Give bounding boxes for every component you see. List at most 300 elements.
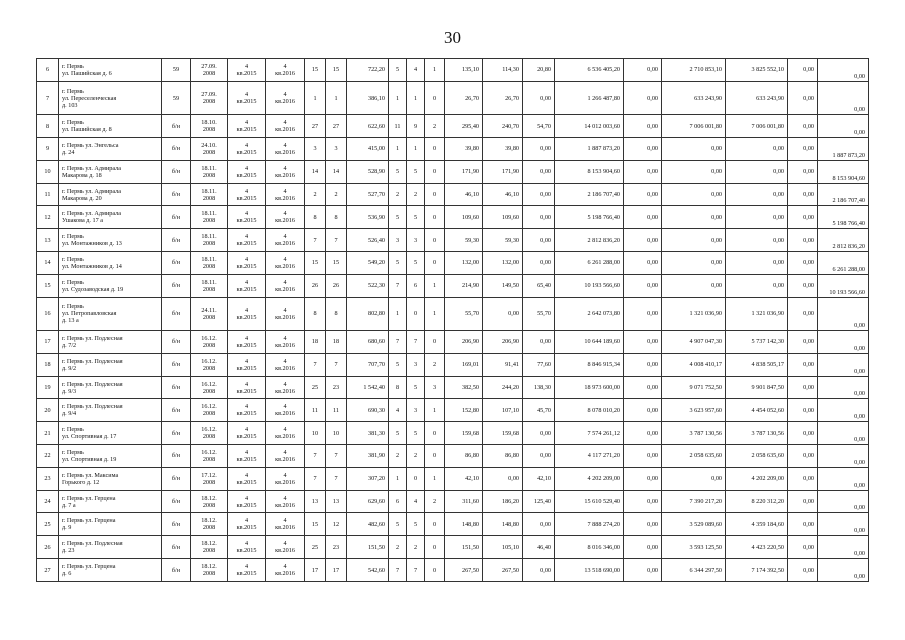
cell-addr: г. Пермь ул. Подлесная д. 23 — [59, 536, 162, 559]
cell-a3: 0,00 — [523, 445, 555, 468]
cell-a3: 0,00 — [523, 559, 555, 582]
cell-a3: 0,00 — [523, 183, 555, 206]
cell-r1: 5 — [389, 422, 407, 445]
cell-date: 18.11. 2008 — [191, 274, 228, 297]
cell-n2: 7 — [326, 445, 347, 468]
cell-c3: 0,00 — [726, 274, 788, 297]
cell-c2: 3 529 089,60 — [662, 513, 726, 536]
cell-a3: 55,70 — [523, 297, 555, 330]
cell-c1: 0,00 — [624, 229, 662, 252]
cell-plan1: 4 кв.2015 — [228, 467, 266, 490]
cell-no: 22 — [37, 445, 59, 468]
cell-r3: 0 — [425, 206, 445, 229]
cell-cost: 8 078 010,20 — [555, 399, 624, 422]
cell-c4: 0,00 — [788, 490, 818, 513]
cell-a3: 0,00 — [523, 81, 555, 114]
cell-c4: 0,00 — [788, 536, 818, 559]
cell-a1: 55,70 — [445, 297, 483, 330]
cell-a2: 132,00 — [483, 252, 523, 275]
cell-doc: б/н — [162, 467, 191, 490]
cell-a3: 20,80 — [523, 59, 555, 82]
cell-plan1: 4 кв.2015 — [228, 115, 266, 138]
cell-date: 16.12. 2008 — [191, 353, 228, 376]
cell-a2: 114,30 — [483, 59, 523, 82]
cell-a2: 46,10 — [483, 183, 523, 206]
cell-c2: 0,00 — [662, 229, 726, 252]
cell-no: 7 — [37, 81, 59, 114]
cell-no: 11 — [37, 183, 59, 206]
cell-date: 16.12. 2008 — [191, 445, 228, 468]
cell-c5: 0,00 — [818, 536, 869, 559]
cell-no: 27 — [37, 559, 59, 582]
cell-a1: 135,10 — [445, 59, 483, 82]
cell-c5: 1 887 873,20 — [818, 138, 869, 161]
cell-c1: 0,00 — [624, 399, 662, 422]
cell-c3: 4 454 052,60 — [726, 399, 788, 422]
cell-c4: 0,00 — [788, 297, 818, 330]
cell-area: 381,30 — [347, 422, 389, 445]
cell-date: 17.12. 2008 — [191, 467, 228, 490]
cell-c5: 6 261 288,00 — [818, 252, 869, 275]
cell-doc: б/н — [162, 353, 191, 376]
cell-r1: 3 — [389, 229, 407, 252]
cell-no: 9 — [37, 138, 59, 161]
cell-date: 18.12. 2008 — [191, 513, 228, 536]
cell-addr: г. Пермь ул. Спортивная д. 17 — [59, 422, 162, 445]
cell-r1: 1 — [389, 467, 407, 490]
cell-a3: 65,40 — [523, 274, 555, 297]
cell-cost: 1 266 487,80 — [555, 81, 624, 114]
cell-cost: 2 812 836,20 — [555, 229, 624, 252]
cell-c5: 0,00 — [818, 399, 869, 422]
cell-r1: 2 — [389, 183, 407, 206]
cell-r2: 2 — [407, 536, 425, 559]
table-row — [37, 467, 869, 490]
table-row — [37, 160, 869, 183]
cell-n1: 11 — [305, 399, 326, 422]
cell-area: 542,60 — [347, 559, 389, 582]
table-row — [37, 115, 869, 138]
cell-doc: б/н — [162, 445, 191, 468]
table-row — [37, 252, 869, 275]
cell-plan2: 4 кв.2016 — [266, 183, 305, 206]
cell-a3: 54,70 — [523, 115, 555, 138]
cell-c4: 0,00 — [788, 138, 818, 161]
cell-area: 629,60 — [347, 490, 389, 513]
cell-c5: 2 812 836,20 — [818, 229, 869, 252]
cell-r3: 0 — [425, 422, 445, 445]
cell-plan2: 4 кв.2016 — [266, 206, 305, 229]
cell-c4: 0,00 — [788, 399, 818, 422]
cell-c2: 2 710 853,10 — [662, 59, 726, 82]
cell-r2: 3 — [407, 353, 425, 376]
cell-c1: 0,00 — [624, 559, 662, 582]
cell-c1: 0,00 — [624, 422, 662, 445]
cell-r3: 0 — [425, 229, 445, 252]
cell-cost: 1 887 873,20 — [555, 138, 624, 161]
cell-addr: г. Пермь ул. Герцена д. 7 а — [59, 490, 162, 513]
cell-n1: 3 — [305, 138, 326, 161]
table-row — [37, 559, 869, 582]
cell-addr: г. Пермь ул. Судозаводская д. 19 — [59, 274, 162, 297]
cell-no: 8 — [37, 115, 59, 138]
cell-c5: 0,00 — [818, 559, 869, 582]
table-row — [37, 445, 869, 468]
cell-c3: 3 825 552,10 — [726, 59, 788, 82]
cell-c3: 633 243,90 — [726, 81, 788, 114]
cell-c5: 0,00 — [818, 513, 869, 536]
cell-a1: 42,10 — [445, 467, 483, 490]
cell-c3: 7 174 392,50 — [726, 559, 788, 582]
cell-r2: 6 — [407, 274, 425, 297]
cell-doc: б/н — [162, 252, 191, 275]
cell-a2: 109,60 — [483, 206, 523, 229]
cell-c4: 0,00 — [788, 206, 818, 229]
cell-c4: 0,00 — [788, 183, 818, 206]
cell-doc: б/н — [162, 115, 191, 138]
cell-n2: 13 — [326, 490, 347, 513]
cell-area: 527,70 — [347, 183, 389, 206]
cell-date: 18.12. 2008 — [191, 559, 228, 582]
cell-doc: б/н — [162, 160, 191, 183]
cell-c1: 0,00 — [624, 353, 662, 376]
cell-r2: 4 — [407, 59, 425, 82]
cell-no: 19 — [37, 376, 59, 399]
cell-a2: 59,30 — [483, 229, 523, 252]
cell-r2: 1 — [407, 138, 425, 161]
cell-a3: 46,40 — [523, 536, 555, 559]
cell-c5: 0,00 — [818, 297, 869, 330]
cell-r2: 3 — [407, 229, 425, 252]
cell-r1: 2 — [389, 445, 407, 468]
cell-a1: 26,70 — [445, 81, 483, 114]
cell-c5: 0,00 — [818, 81, 869, 114]
cell-doc: б/н — [162, 274, 191, 297]
cell-c3: 9 901 847,50 — [726, 376, 788, 399]
table-row — [37, 274, 869, 297]
cell-r1: 5 — [389, 206, 407, 229]
cell-no: 23 — [37, 467, 59, 490]
cell-plan2: 4 кв.2016 — [266, 490, 305, 513]
cell-n1: 26 — [305, 274, 326, 297]
cell-c3: 0,00 — [726, 138, 788, 161]
cell-c4: 0,00 — [788, 274, 818, 297]
cell-cost: 10 644 189,60 — [555, 331, 624, 354]
cell-a2: 244,20 — [483, 376, 523, 399]
cell-c4: 0,00 — [788, 376, 818, 399]
cell-a3: 77,60 — [523, 353, 555, 376]
cell-area: 307,20 — [347, 467, 389, 490]
cell-n1: 7 — [305, 229, 326, 252]
cell-n1: 13 — [305, 490, 326, 513]
cell-n1: 25 — [305, 376, 326, 399]
cell-n2: 1 — [326, 81, 347, 114]
cell-date: 18.10. 2008 — [191, 115, 228, 138]
cell-r3: 1 — [425, 274, 445, 297]
cell-no: 26 — [37, 536, 59, 559]
cell-c1: 0,00 — [624, 513, 662, 536]
cell-c3: 0,00 — [726, 183, 788, 206]
cell-date: 18.11. 2008 — [191, 183, 228, 206]
cell-plan1: 4 кв.2015 — [228, 138, 266, 161]
cell-addr: г. Пермь ул. Подлесная д. 9/4 — [59, 399, 162, 422]
cell-c5: 2 186 707,40 — [818, 183, 869, 206]
cell-area: 802,80 — [347, 297, 389, 330]
cell-c5: 0,00 — [818, 490, 869, 513]
cell-r3: 0 — [425, 160, 445, 183]
cell-a1: 109,60 — [445, 206, 483, 229]
cell-cost: 8 016 346,00 — [555, 536, 624, 559]
cell-plan1: 4 кв.2015 — [228, 59, 266, 82]
cell-a3: 0,00 — [523, 160, 555, 183]
cell-n2: 11 — [326, 399, 347, 422]
cell-a3: 42,10 — [523, 467, 555, 490]
table-row — [37, 513, 869, 536]
cell-r1: 5 — [389, 59, 407, 82]
cell-r2: 5 — [407, 252, 425, 275]
cell-c4: 0,00 — [788, 160, 818, 183]
cell-cost: 5 198 766,40 — [555, 206, 624, 229]
cell-r3: 2 — [425, 115, 445, 138]
cell-plan2: 4 кв.2016 — [266, 399, 305, 422]
cell-doc: б/н — [162, 206, 191, 229]
cell-n1: 18 — [305, 331, 326, 354]
cell-doc: б/н — [162, 138, 191, 161]
cell-area: 549,20 — [347, 252, 389, 275]
cell-cost: 6 536 405,20 — [555, 59, 624, 82]
cell-c4: 0,00 — [788, 353, 818, 376]
cell-plan2: 4 кв.2016 — [266, 467, 305, 490]
cell-no: 17 — [37, 331, 59, 354]
cell-r2: 5 — [407, 160, 425, 183]
cell-plan1: 4 кв.2015 — [228, 206, 266, 229]
cell-doc: б/н — [162, 376, 191, 399]
cell-plan2: 4 кв.2016 — [266, 59, 305, 82]
cell-doc: б/н — [162, 422, 191, 445]
cell-a2: 148,80 — [483, 513, 523, 536]
cell-c1: 0,00 — [624, 297, 662, 330]
cell-a1: 311,60 — [445, 490, 483, 513]
cell-a3: 0,00 — [523, 422, 555, 445]
cell-a1: 214,90 — [445, 274, 483, 297]
table-row — [37, 138, 869, 161]
table-row — [37, 376, 869, 399]
cell-addr: г. Пермь ул. Энгельса д. 24 — [59, 138, 162, 161]
cell-date: 18.12. 2008 — [191, 490, 228, 513]
cell-date: 18.11. 2008 — [191, 252, 228, 275]
cell-c2: 3 623 957,60 — [662, 399, 726, 422]
cell-r1: 5 — [389, 353, 407, 376]
cell-a1: 171,90 — [445, 160, 483, 183]
cell-addr: г. Пермь ул. Адмирала Макарова д. 20 — [59, 183, 162, 206]
cell-n1: 15 — [305, 513, 326, 536]
cell-plan2: 4 кв.2016 — [266, 160, 305, 183]
table-row — [37, 59, 869, 82]
cell-plan1: 4 кв.2015 — [228, 422, 266, 445]
cell-doc: б/н — [162, 490, 191, 513]
cell-cost: 7 888 274,20 — [555, 513, 624, 536]
cell-cost: 15 610 529,40 — [555, 490, 624, 513]
cell-cost: 18 973 600,00 — [555, 376, 624, 399]
cell-c3: 3 787 130,56 — [726, 422, 788, 445]
cell-plan2: 4 кв.2016 — [266, 115, 305, 138]
cell-c2: 0,00 — [662, 183, 726, 206]
cell-c1: 0,00 — [624, 160, 662, 183]
cell-cost: 4 117 271,20 — [555, 445, 624, 468]
cell-doc: б/н — [162, 559, 191, 582]
cell-no: 15 — [37, 274, 59, 297]
table-row — [37, 229, 869, 252]
cell-r1: 8 — [389, 376, 407, 399]
cell-addr: г. Пермь ул. Подлесная д. 7/2 — [59, 331, 162, 354]
cell-r1: 1 — [389, 81, 407, 114]
cell-addr: г. Пермь ул. Герцена д. 9 — [59, 513, 162, 536]
cell-a1: 39,80 — [445, 138, 483, 161]
cell-c4: 0,00 — [788, 513, 818, 536]
cell-c1: 0,00 — [624, 376, 662, 399]
cell-c5: 0,00 — [818, 445, 869, 468]
cell-no: 18 — [37, 353, 59, 376]
cell-r1: 1 — [389, 138, 407, 161]
cell-c3: 8 220 312,20 — [726, 490, 788, 513]
cell-addr: г. Пермь ул. Адмирала Ушакова д. 17 а — [59, 206, 162, 229]
cell-no: 25 — [37, 513, 59, 536]
cell-c4: 0,00 — [788, 331, 818, 354]
cell-r1: 5 — [389, 252, 407, 275]
cell-c2: 3 787 130,56 — [662, 422, 726, 445]
cell-addr: г. Пермь ул. Петропавловская д. 13 а — [59, 297, 162, 330]
cell-cost: 7 574 261,12 — [555, 422, 624, 445]
cell-n2: 15 — [326, 59, 347, 82]
cell-a2: 39,80 — [483, 138, 523, 161]
cell-plan1: 4 кв.2015 — [228, 490, 266, 513]
cell-plan2: 4 кв.2016 — [266, 422, 305, 445]
cell-plan2: 4 кв.2016 — [266, 331, 305, 354]
cell-c5: 10 193 566,60 — [818, 274, 869, 297]
cell-doc: 59 — [162, 59, 191, 82]
cell-area: 690,30 — [347, 399, 389, 422]
cell-r2: 4 — [407, 490, 425, 513]
cell-r2: 5 — [407, 376, 425, 399]
cell-area: 522,30 — [347, 274, 389, 297]
cell-a1: 267,50 — [445, 559, 483, 582]
cell-plan2: 4 кв.2016 — [266, 445, 305, 468]
cell-plan2: 4 кв.2016 — [266, 376, 305, 399]
cell-n1: 15 — [305, 252, 326, 275]
cell-plan1: 4 кв.2015 — [228, 81, 266, 114]
cell-c2: 633 243,90 — [662, 81, 726, 114]
cell-r3: 0 — [425, 536, 445, 559]
cell-plan1: 4 кв.2015 — [228, 331, 266, 354]
cell-n1: 7 — [305, 353, 326, 376]
cell-r2: 7 — [407, 559, 425, 582]
cell-c1: 0,00 — [624, 331, 662, 354]
cell-r3: 3 — [425, 376, 445, 399]
cell-r3: 0 — [425, 331, 445, 354]
cell-addr: г. Пермь ул. Спортивная д. 19 — [59, 445, 162, 468]
cell-a1: 151,50 — [445, 536, 483, 559]
cell-a2: 107,10 — [483, 399, 523, 422]
cell-r3: 2 — [425, 353, 445, 376]
cell-c2: 0,00 — [662, 252, 726, 275]
cell-area: 680,60 — [347, 331, 389, 354]
cell-cost: 2 642 073,80 — [555, 297, 624, 330]
cell-r1: 1 — [389, 297, 407, 330]
cell-area: 722,20 — [347, 59, 389, 82]
cell-c2: 0,00 — [662, 138, 726, 161]
cell-c1: 0,00 — [624, 445, 662, 468]
cell-a2: 240,70 — [483, 115, 523, 138]
cell-r1: 7 — [389, 559, 407, 582]
cell-r2: 5 — [407, 513, 425, 536]
cell-n1: 15 — [305, 59, 326, 82]
cell-plan1: 4 кв.2015 — [228, 252, 266, 275]
cell-c5: 0,00 — [818, 115, 869, 138]
cell-r1: 5 — [389, 513, 407, 536]
table-row — [37, 206, 869, 229]
cell-plan1: 4 кв.2015 — [228, 513, 266, 536]
cell-cost: 8 846 915,34 — [555, 353, 624, 376]
cell-c4: 0,00 — [788, 467, 818, 490]
cell-no: 6 — [37, 59, 59, 82]
cell-r1: 6 — [389, 490, 407, 513]
cell-n2: 12 — [326, 513, 347, 536]
cell-n2: 7 — [326, 229, 347, 252]
cell-doc: б/н — [162, 399, 191, 422]
cell-c4: 0,00 — [788, 445, 818, 468]
cell-c4: 0,00 — [788, 559, 818, 582]
cell-n2: 17 — [326, 559, 347, 582]
cell-date: 27.09. 2008 — [191, 59, 228, 82]
table-row — [37, 399, 869, 422]
cell-c2: 6 344 297,50 — [662, 559, 726, 582]
cell-plan1: 4 кв.2015 — [228, 445, 266, 468]
cell-area: 622,60 — [347, 115, 389, 138]
cell-cost: 14 012 003,60 — [555, 115, 624, 138]
cell-area: 482,60 — [347, 513, 389, 536]
cell-c5: 8 153 904,60 — [818, 160, 869, 183]
cell-n2: 8 — [326, 297, 347, 330]
cell-addr: г. Пермь ул. Подлесная д. 9/2 — [59, 353, 162, 376]
cell-c1: 0,00 — [624, 274, 662, 297]
cell-n2: 15 — [326, 252, 347, 275]
cell-plan2: 4 кв.2016 — [266, 513, 305, 536]
cell-addr: г. Пермь ул. Адмирала Макарова д. 18 — [59, 160, 162, 183]
cell-no: 21 — [37, 422, 59, 445]
cell-c3: 0,00 — [726, 229, 788, 252]
cell-c1: 0,00 — [624, 536, 662, 559]
table-row — [37, 331, 869, 354]
cell-a1: 206,90 — [445, 331, 483, 354]
cell-c2: 0,00 — [662, 274, 726, 297]
cell-area: 526,40 — [347, 229, 389, 252]
cell-addr: г. Пермь ул. Пашийская д. 8 — [59, 115, 162, 138]
cell-a2: 26,70 — [483, 81, 523, 114]
cell-date: 16.12. 2008 — [191, 422, 228, 445]
cell-a3: 125,40 — [523, 490, 555, 513]
cell-a2: 186,20 — [483, 490, 523, 513]
cell-n1: 8 — [305, 206, 326, 229]
page-number: 30 — [444, 28, 461, 47]
cell-r3: 0 — [425, 559, 445, 582]
cell-a2: 267,50 — [483, 559, 523, 582]
cell-n2: 2 — [326, 183, 347, 206]
cell-n1: 25 — [305, 536, 326, 559]
cell-r3: 0 — [425, 445, 445, 468]
cell-c2: 7 006 001,80 — [662, 115, 726, 138]
cell-date: 16.12. 2008 — [191, 331, 228, 354]
cell-r3: 1 — [425, 399, 445, 422]
